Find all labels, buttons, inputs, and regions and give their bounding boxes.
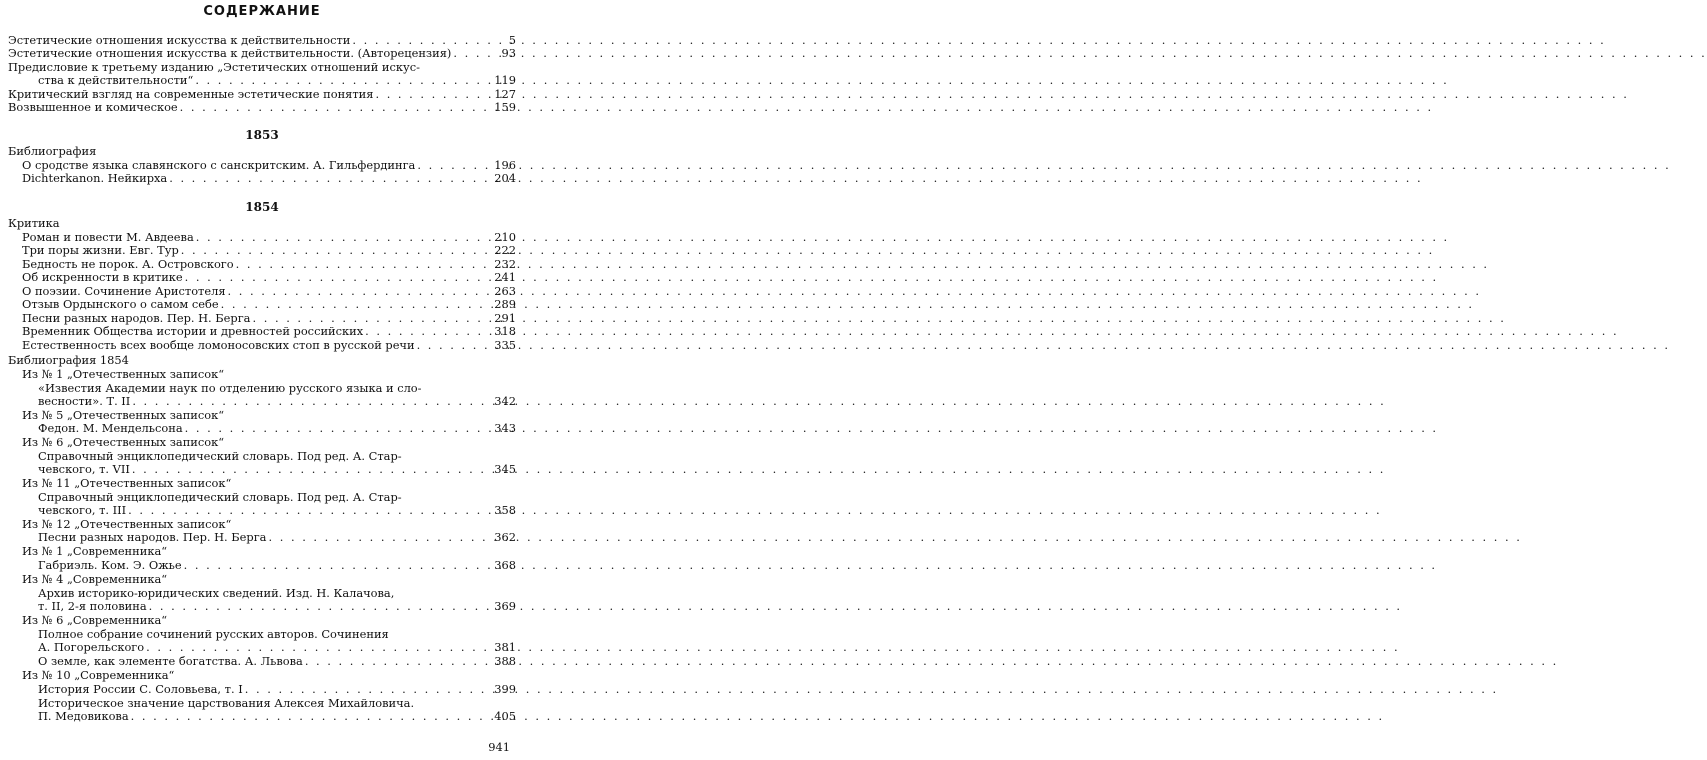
entry-page: 263 xyxy=(494,284,516,298)
source-heading: Из № 6 „Отечественных записок“ xyxy=(22,435,225,449)
entry-page: 222 xyxy=(494,243,516,257)
source-heading: Из № 1 „Современника“ xyxy=(22,544,168,558)
entry-page: 232 xyxy=(494,257,516,271)
toc-entry xyxy=(38,655,516,668)
source-heading: Из № 5 „Отечественных записок“ xyxy=(22,408,225,422)
toc-entry xyxy=(38,74,516,87)
entry-page: 368 xyxy=(494,558,516,572)
entry-title: Естественность всех вообще ломоносовских стоп в русской речи xyxy=(22,338,415,352)
toc-entry xyxy=(22,339,516,352)
source-heading: Из № 11 „Отечественных записок“ xyxy=(22,476,232,490)
entry-title: весности». Т. II xyxy=(38,394,131,408)
entry-page: 369 xyxy=(494,599,516,613)
section-label-bibliography: Библиография xyxy=(8,144,97,158)
toc-entry-line: Справочный энциклопедический словарь. Под ред. А. Стар- xyxy=(38,490,402,504)
entry-page: 241 xyxy=(494,270,516,284)
entry-title: чевского, т. VII xyxy=(38,462,130,476)
entry-title: О сродстве языка славянского с санскритским. А. Гильфердинга xyxy=(22,158,416,172)
entry-title: История России С. Соловьева, т. I xyxy=(38,682,243,696)
section-label-critique: Критика xyxy=(8,216,60,230)
entry-page: 362 xyxy=(494,530,516,544)
entry-title: Временник Общества истории и древностей российских xyxy=(22,324,364,338)
entry-title: Три поры жизни. Евг. Тур xyxy=(22,243,179,257)
entry-title: Федон. М. Мендельсона xyxy=(38,421,183,435)
year-heading-1853: 1853 xyxy=(245,128,279,142)
entry-title: О поэзии. Сочинение Аристотеля xyxy=(22,284,226,298)
source-heading: Из № 6 „Современника“ xyxy=(22,613,168,627)
entry-page: 358 xyxy=(494,503,516,517)
entry-title: Возвышенное и комическое xyxy=(8,100,178,114)
entry-title: Песни разных народов. Пер. Н. Берга xyxy=(38,530,267,544)
entry-page: 399 xyxy=(494,682,516,696)
toc-entry xyxy=(38,600,516,613)
entry-page: 381 xyxy=(494,640,516,654)
entry-page: 388 xyxy=(494,654,516,668)
entry-page: 127 xyxy=(494,87,516,101)
entry-title: Отзыв Ордынского о самом себе xyxy=(22,297,219,311)
source-heading: Из № 1 „Отечественных записок“ xyxy=(22,367,225,381)
entry-page: 318 xyxy=(494,324,516,338)
entry-title: Эстетические отношения искусства к действительности. (Авторецензия) xyxy=(8,46,452,60)
entry-page: 5 xyxy=(508,33,516,47)
toc-entry-line: Полное собрание сочинений русских авторов. Сочинения xyxy=(38,627,389,641)
entry-title: Критический взгляд на современные эстетические понятия xyxy=(8,87,374,101)
year-heading-1854: 1854 xyxy=(245,200,279,214)
entry-page: 335 xyxy=(494,338,516,352)
toc-entry-line: Справочный энциклопедический словарь. Под ред. А. Стар- xyxy=(38,449,402,463)
toc-entry xyxy=(38,710,516,723)
toc-entry-line: Архив историко-юридических сведений. Изд. Н. Калачова, xyxy=(38,586,395,600)
entry-title: т. II, 2-я половина xyxy=(38,599,147,613)
entry-title: ства к действительности“ xyxy=(38,73,194,87)
contents-page xyxy=(0,0,524,760)
section-label-bibliography-1854: Библиография 1854 xyxy=(8,353,129,367)
entry-page: 159 xyxy=(494,100,516,114)
toc-entry xyxy=(38,559,516,572)
page-title: СОДЕРЖАНИЕ xyxy=(203,4,321,19)
toc-entry xyxy=(22,172,516,185)
entry-page: 405 xyxy=(494,709,516,723)
entry-page: 204 xyxy=(494,171,516,185)
entry-page: 196 xyxy=(494,158,516,172)
entry-page: 343 xyxy=(494,421,516,435)
toc-entry-line: «Известия Академии наук по отделению русского языка и сло- xyxy=(38,381,422,395)
page-number: 941 xyxy=(488,740,510,754)
toc-entry xyxy=(38,463,516,476)
source-heading: Из № 4 „Современника“ xyxy=(22,572,168,586)
toc-entry xyxy=(38,683,516,696)
toc-entry xyxy=(38,422,516,435)
toc-entry xyxy=(38,395,516,408)
toc-entry-line: Предисловие к третьему изданию „Эстетических отношений искус- xyxy=(8,60,420,74)
toc-entry-line: Историческое значение царствования Алексея Михайловича. xyxy=(38,696,415,710)
entry-page: 345 xyxy=(494,462,516,476)
source-heading: Из № 10 „Современника“ xyxy=(22,668,175,682)
entry-page: 210 xyxy=(494,230,516,244)
entry-page: 119 xyxy=(494,73,516,87)
toc-entry xyxy=(38,641,516,654)
toc-entry xyxy=(8,101,516,114)
entry-title: А. Погорельского xyxy=(38,640,145,654)
entry-page: 289 xyxy=(494,297,516,311)
entry-title: Об искренности в критике xyxy=(22,270,183,284)
entry-page: 291 xyxy=(494,311,516,325)
source-heading: Из № 12 „Отечественных записок“ xyxy=(22,517,232,531)
toc-entry xyxy=(22,271,516,284)
entry-title: П. Медовикова xyxy=(38,709,129,723)
entry-title: Роман и повести М. Авдеева xyxy=(22,230,194,244)
entry-page: 93 xyxy=(501,46,516,60)
toc-entry xyxy=(22,298,516,311)
toc-entry xyxy=(22,325,516,338)
entry-page: 342 xyxy=(494,394,516,408)
entry-title: чевского, т. III xyxy=(38,503,127,517)
toc-entry xyxy=(22,244,516,257)
toc-entry xyxy=(38,504,516,517)
entry-title: Бедность не порок. А. Островского xyxy=(22,257,234,271)
entry-title: Dichterkanon. Нейкирха xyxy=(22,171,168,185)
entry-title: Габриэль. Ком. Э. Ожье xyxy=(38,558,182,572)
toc-entry xyxy=(38,531,516,544)
entry-title: О земле, как элементе богатства. А. Львова xyxy=(38,654,303,668)
entry-title: Песни разных народов. Пер. Н. Берга xyxy=(22,311,251,325)
entry-title: Эстетические отношения искусства к действительности xyxy=(8,33,351,47)
toc-entry xyxy=(8,47,516,60)
